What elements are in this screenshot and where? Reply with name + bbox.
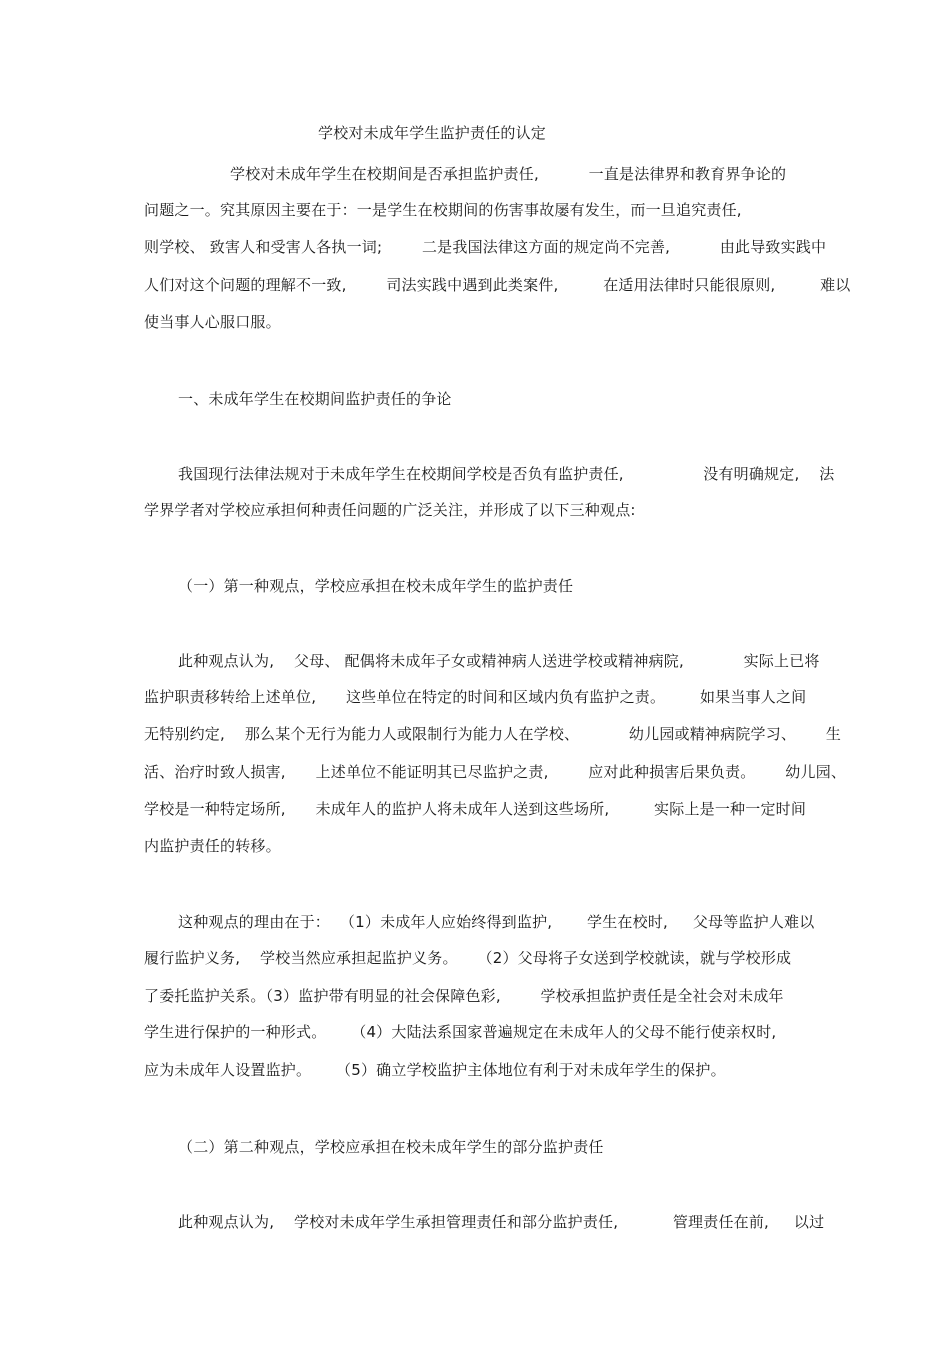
paragraph-line: 了委托监护关系。（3）监护带有明显的社会保障色彩, 学校承担监护责任是全社会对未成年 — [144, 987, 784, 1005]
paragraph-line: 问题之一。究其原因主要在于：一是学生在校期间的伤害事故屡有发生，而一旦追究责任, — [144, 201, 742, 219]
paragraph-line: 学校是一种特定场所, 未成年人的监护人将未成年人送到这些场所, 实际上是一种一定时间 — [144, 800, 807, 818]
document-title: 学校对未成年学生监护责任的认定 — [318, 124, 547, 142]
paragraph-line: 履行监护义务, 学校当然应承担起监护义务。 （2）父母将子女送到学校就读，就与学校形成 — [144, 949, 792, 967]
paragraph-line: 监护职责移转给上述单位, 这些单位在特定的时间和区域内负有监护之责。 如果当事人之间 — [144, 688, 807, 706]
paragraph-line: 此种观点认为, 学校对未成年学生承担管理责任和部分监护责任, 管理责任在前, 以过 — [178, 1213, 825, 1231]
paragraph-line: 活、治疗时致人损害, 上述单位不能证明其已尽监护之责, 应对此种损害后果负责。 幼儿园、 — [144, 763, 847, 781]
paragraph-line: 我国现行法律法规对于未成年学生在校期间学校是否负有监护责任, 没有明确规定, 法 — [178, 465, 835, 483]
paragraph-line: 人们对这个问题的理解不一致, 司法实践中遇到此类案件, 在适用法律时只能很原则, 难以 — [144, 276, 851, 294]
paragraph-line: 学界学者对学校应承担何种责任问题的广泛关注，并形成了以下三种观点: — [144, 501, 636, 519]
subsection-heading: （二）第二种观点，学校应承担在校未成年学生的部分监护责任 — [178, 1138, 604, 1156]
section-heading: 一、未成年学生在校期间监护责任的争论 — [178, 390, 452, 408]
paragraph-line: 此种观点认为, 父母、 配偶将未成年子女或精神病人送进学校或精神病院, 实际上已将 — [178, 652, 820, 670]
paragraph-line: 学校对未成年学生在校期间是否承担监护责任, 一直是法律界和教育界争论的 — [230, 165, 787, 183]
paragraph-line: 应为未成年人设置监护。 （5）确立学校监护主体地位有利于对未成年学生的保护。 — [144, 1061, 726, 1079]
paragraph-line: 内监护责任的转移。 — [144, 837, 281, 855]
paragraph-line: 学生进行保护的一种形式。 （4）大陆法系国家普遍规定在未成年人的父母不能行使亲权时, — [144, 1023, 777, 1041]
paragraph-line: 无特别约定, 那么某个无行为能力人或限制行为能力人在学校、 幼儿园或精神病院学习、 生 — [144, 725, 842, 743]
paragraph-line: 使当事人心服口服。 — [144, 313, 281, 331]
paragraph-line: 这种观点的理由在于： （1）未成年人应始终得到监护, 学生在校时, 父母等监护人难以 — [178, 913, 815, 931]
paragraph-line: 则学校、 致害人和受害人各执一词; 二是我国法律这方面的规定尚不完善, 由此导致实践中 — [144, 238, 827, 256]
subsection-heading: （一）第一种观点，学校应承担在校未成年学生的监护责任 — [178, 577, 574, 595]
